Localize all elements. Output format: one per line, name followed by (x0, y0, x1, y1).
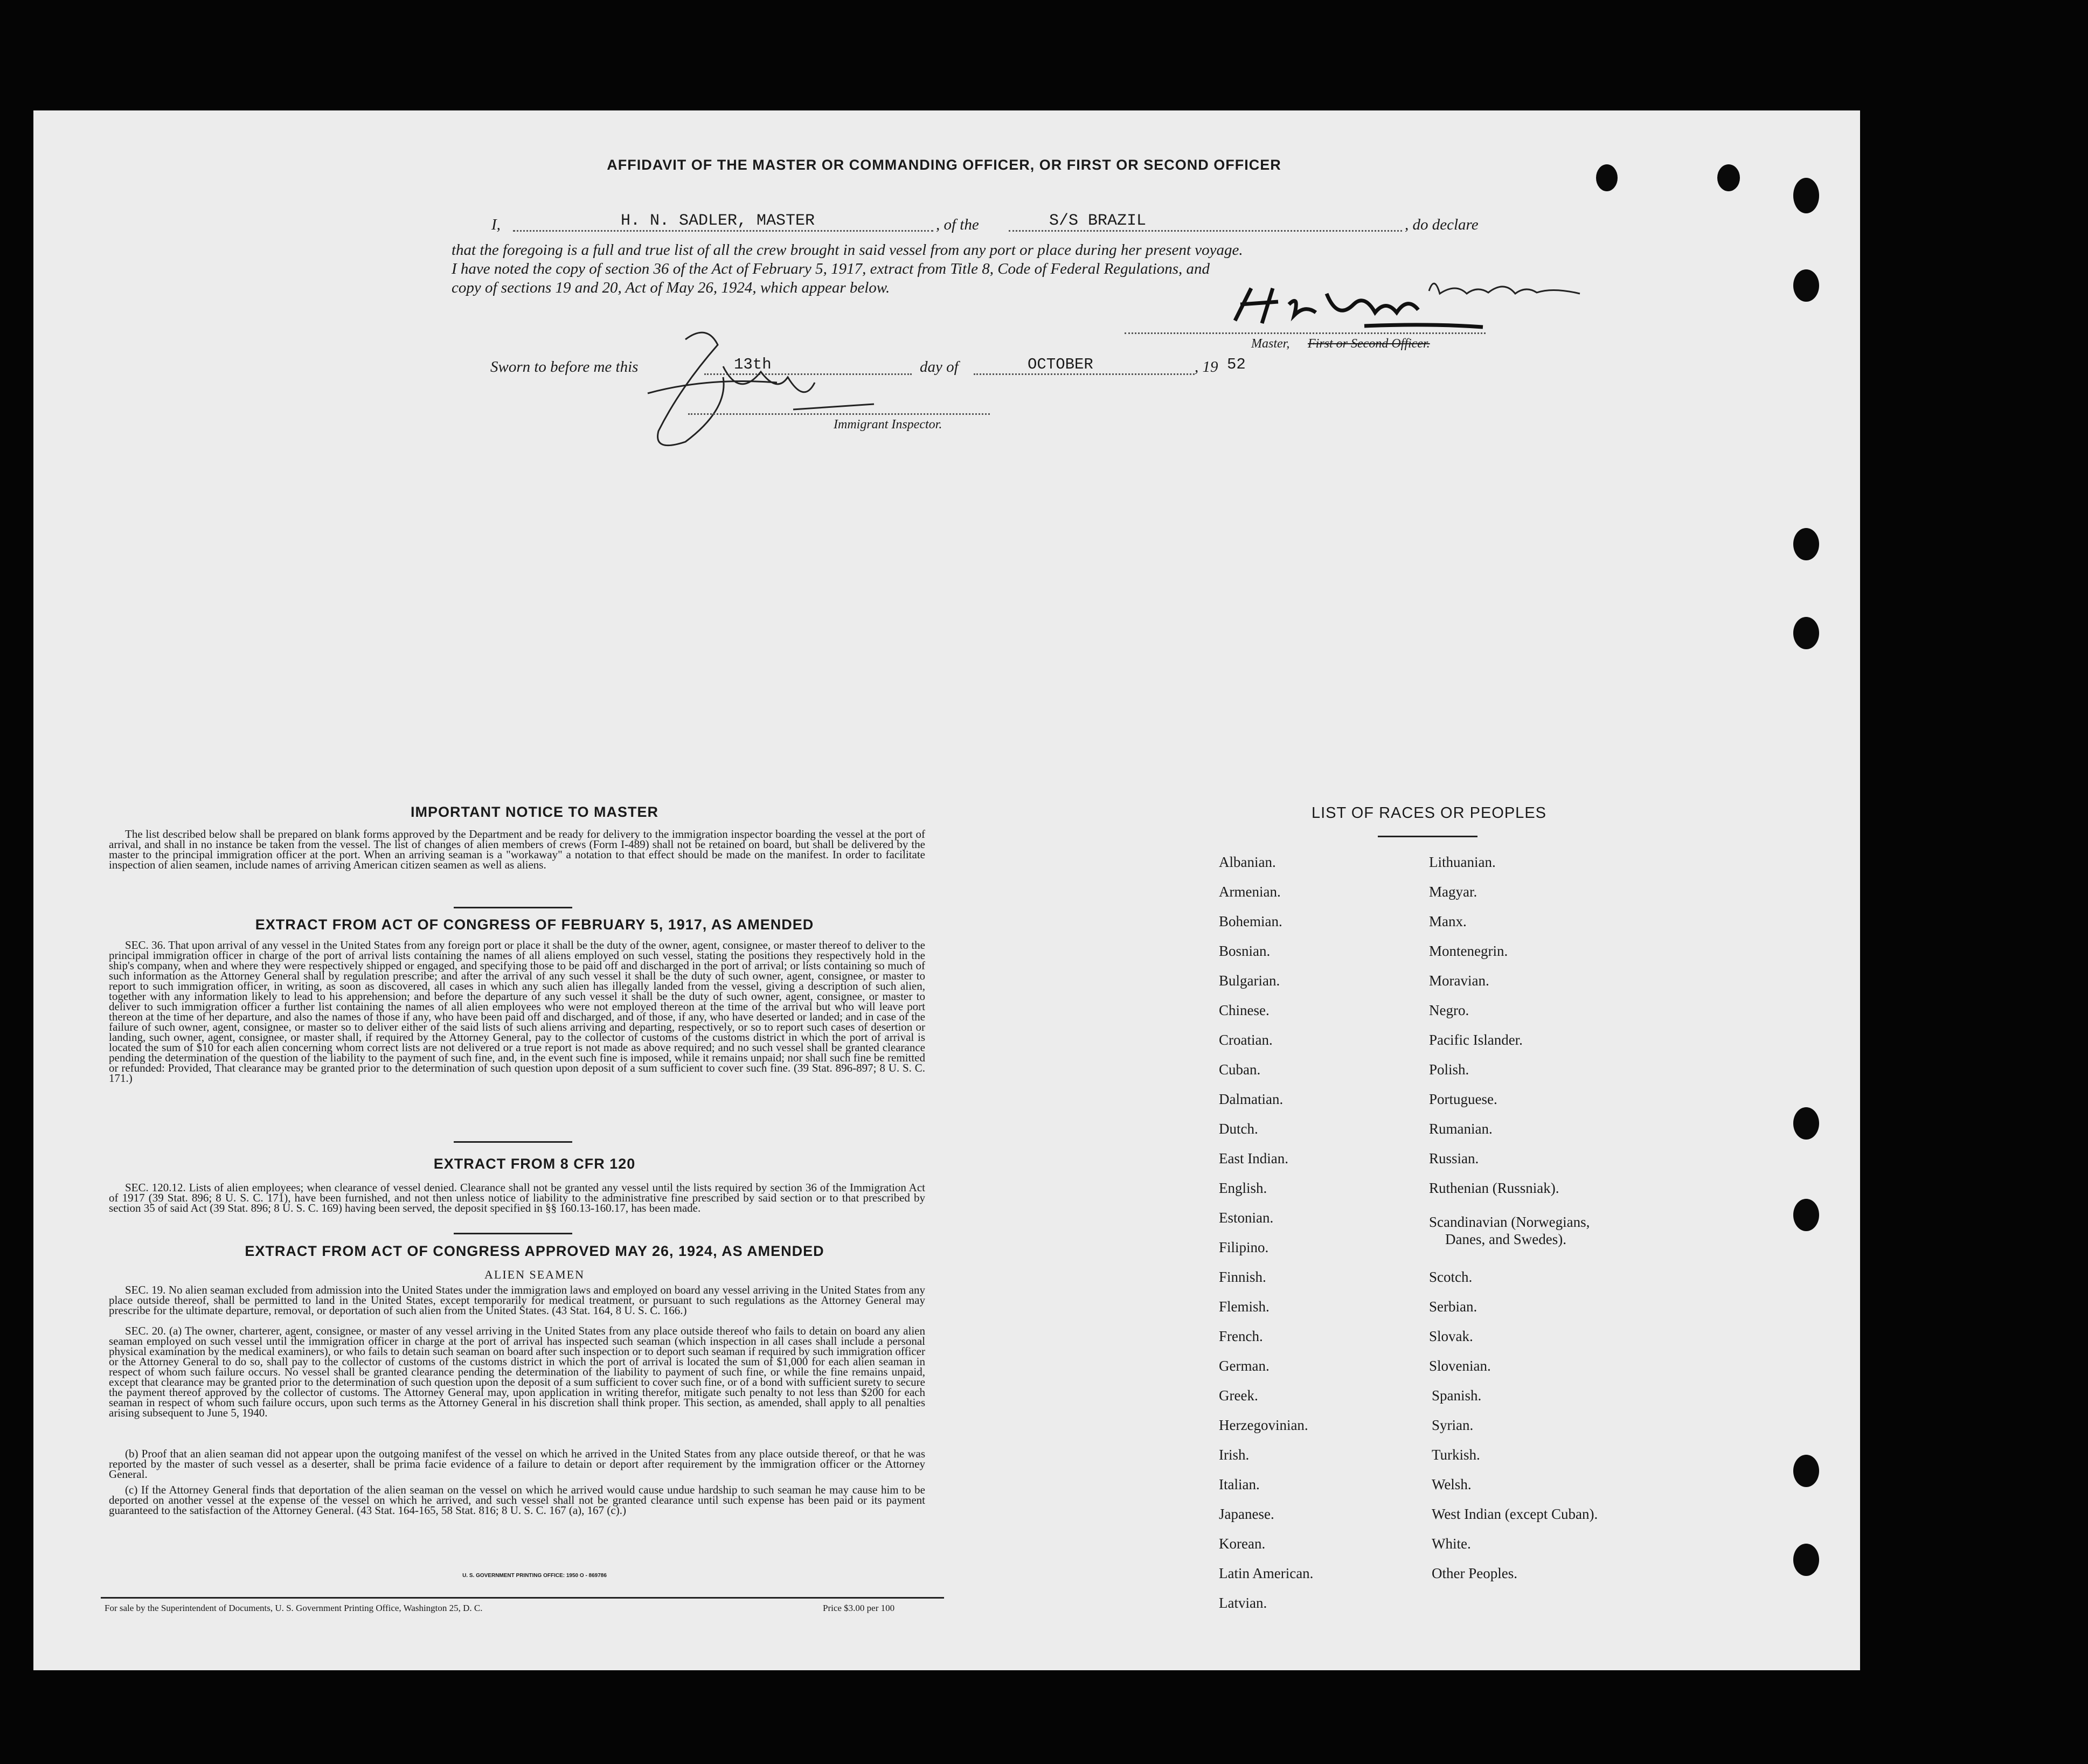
sec-19-text: SEC. 19. No alien seaman excluded from admission into the United States under the immigration laws and employed on board any vessel arriving in the United States from any place outside thereof, shall be permitted to land in the United States, except temporarily for medical treatment, or pursuant to such regulations as the Attorney General may prescribe for the ultimate departure, removal, or deportation of such alien from the United States. (43 Stat. 164, 8 U. S. C. 166.) (109, 1283, 925, 1317)
master-signature-line (1125, 332, 1486, 334)
race-item: Albanian. (1219, 854, 1276, 870)
affidavit-line-2: that the foregoing is a full and true list of all the crew brought in said vessel from any port or place during her present voyage. (452, 241, 1243, 259)
race-item: Spanish. (1432, 1387, 1482, 1404)
race-item: East Indian. (1219, 1150, 1288, 1166)
race-item: Serbian. (1429, 1298, 1477, 1315)
race-item: Portuguese. (1429, 1091, 1497, 1107)
race-item: Finnish. (1219, 1269, 1266, 1285)
race-item: Scandinavian (Norwegians, (1429, 1214, 1590, 1230)
document-page (33, 110, 1860, 1670)
race-item: Bosnian. (1219, 943, 1271, 959)
name-dotted-line (513, 230, 933, 232)
sec-20c-text: (c) If the Attorney General finds that deportation of the alien seaman on the vessel on which he arrived would cause undue hardship to such seaman he may cause him to be deported on another vessel at the expense of the vessel on which he arrived, and such vessel shall not be granted clearance until such expense has been paid or its payment guaranteed to the satisfaction of the Attorney General. (43 Stat. 164-165, 58 Stat. 816; 8 U. S. C. 167 (a), 167 (c).) (109, 1483, 925, 1517)
race-item: Ruthenian (Russniak). (1429, 1180, 1559, 1196)
divider (454, 907, 572, 908)
race-item: Dutch. (1219, 1121, 1258, 1137)
footer-rule (101, 1597, 944, 1599)
race-item: Rumanian. (1429, 1121, 1493, 1137)
vessel-dotted-line (1009, 230, 1402, 232)
race-item: Slovak. (1429, 1328, 1473, 1344)
punch-hole (1596, 164, 1618, 191)
notice-text: The list described below shall be prepared on blank forms approved by the Department and be ready for delivery to the immigration inspector boarding the vessel at the port of arrival, and shall in no instance be taken from the vessel. The list of changes of alien members of crews (Form I-489) shall not be retained on board, but shall be delivered by the master to the principal immigration officer at the port. When an arriving seaman is a "workaway" a notation to that effect should be made on the manifest. In order to facilitate inspection of alien seamen, include names of arriving American citizen seamen as well as aliens. (109, 828, 925, 871)
year-prefix-label: , 19 (1195, 358, 1218, 376)
race-item: Cuban. (1219, 1061, 1261, 1078)
race-item: English. (1219, 1180, 1267, 1196)
race-item: Pacific Islander. (1429, 1032, 1523, 1048)
day-value: 13th (734, 356, 772, 373)
punch-hole (1793, 528, 1819, 560)
race-item: Negro. (1429, 1002, 1469, 1018)
race-item: Italian. (1219, 1476, 1260, 1492)
race-item: Danes, and Swedes). (1445, 1231, 1566, 1247)
punch-hole (1793, 1107, 1819, 1140)
extract-cfr-title: EXTRACT FROM 8 CFR 120 (433, 1156, 636, 1172)
race-item: Russian. (1429, 1150, 1479, 1166)
race-item: Welsh. (1432, 1476, 1472, 1492)
race-item: Polish. (1429, 1061, 1469, 1078)
races-title: LIST OF RACES OR PEOPLES (1311, 804, 1547, 822)
affidavit-line-4: copy of sections 19 and 20, Act of May 26, 1924, which appear below. (452, 279, 890, 296)
race-item: Latin American. (1219, 1565, 1314, 1581)
do-declare-label: , do declare (1405, 216, 1479, 233)
vessel-name-value: S/S BRAZIL (1049, 212, 1147, 230)
inspector-label: Immigrant Inspector. (834, 418, 942, 432)
printing-office-line: U. S. GOVERNMENT PRINTING OFFICE: 1950 O - 869786 (462, 1573, 607, 1579)
race-item: Turkish. (1432, 1447, 1480, 1463)
race-item: Other Peoples. (1432, 1565, 1517, 1581)
race-item: Korean. (1219, 1536, 1266, 1552)
price-text: Price $3.00 per 100 (823, 1603, 895, 1613)
inspector-signature-line (688, 413, 990, 415)
affidavit-title: AFFIDAVIT OF THE MASTER OR COMMANDING OFFICER, OR FIRST OR SECOND OFFICER (607, 157, 1281, 173)
divider (454, 1233, 572, 1234)
race-item: Chinese. (1219, 1002, 1270, 1018)
for-sale-text: For sale by the Superintendent of Documents, U. S. Government Printing Office, Washington 25, D. C. (105, 1603, 483, 1613)
race-item: Montenegrin. (1429, 943, 1508, 959)
punch-hole (1717, 164, 1740, 191)
of-the-label: , of the (936, 216, 979, 233)
sec-20b-text: (b) Proof that an alien seaman did not appear upon the outgoing manifest of the vessel on which he arrived in the United States from any place outside thereof, or that he was reported by the master of such vessel as a deserter, shall be prima facie evidence of a failure to detain or deport after requirement by the immigration officer or the Attorney General. (109, 1447, 925, 1481)
day-of-label: day of (920, 358, 959, 376)
master-name-value: H. N. SADLER, MASTER (621, 212, 815, 230)
race-item: White. (1432, 1536, 1471, 1552)
sec-20a-text: SEC. 20. (a) The owner, charterer, agent, consignee, or master of any vessel arriving in the United States from any place outside thereof who fails to detain on board any alien seaman employed on such vessel until the immigration officer in charge at the port of arrival has inspected such seaman (which inspection in all cases shall include a personal physical examination by the medical examiners), or who fails to detain such seaman on board after such inspection or to deport such seaman if required by such immigration officer or the Attorney General to do so, shall pay to the collector of customs of the customs district in which the port of arrival is located the sum of $1,000 for each alien seaman in respect of whom such failure occurs. No vessel shall be granted clearance pending the determination of the liability to payment of such fine, or while the fine remains unpaid, except that clearance may be granted prior to the determination of such question upon the deposit of a sum sufficient to cover such fine, or of a bond with sufficient surety to secure the payment thereof approved by the collector of customs. The Attorney General may, upon application in writing therefor, mitigate such penalty to not less than $200 for each seaman in respect of whom such failure occurs, upon such terms as the Attorney General in his discretion shall think proper. This section, as amended, shall apply to all penalties arising subsequent to June 5, 1940. (109, 1324, 925, 1419)
race-item: Scotch. (1429, 1269, 1473, 1285)
race-item: Flemish. (1219, 1298, 1270, 1315)
race-item: Croatian. (1219, 1032, 1273, 1048)
race-item: Lithuanian. (1429, 854, 1496, 870)
punch-hole (1793, 269, 1819, 302)
race-item: West Indian (except Cuban). (1432, 1506, 1598, 1522)
affidavit-i: I, (491, 216, 501, 233)
race-item: French. (1219, 1328, 1263, 1344)
punch-hole (1793, 178, 1819, 213)
race-item: Filipino. (1219, 1239, 1269, 1255)
year-value: 52 (1227, 356, 1246, 373)
race-item: Magyar. (1429, 884, 1477, 900)
punch-hole (1793, 1544, 1819, 1576)
notice-title: IMPORTANT NOTICE TO MASTER (411, 804, 658, 820)
race-item: Slovenian. (1429, 1358, 1491, 1374)
race-item: Estonian. (1219, 1210, 1274, 1226)
affidavit-line-3: I have noted the copy of section 36 of the Act of February 5, 1917, extract from Title 8, Code of Federal Regulations, and (452, 260, 1210, 277)
race-item: Dalmatian. (1219, 1091, 1284, 1107)
race-item: Syrian. (1432, 1417, 1474, 1433)
races-divider (1378, 836, 1477, 837)
race-item: Herzegovinian. (1219, 1417, 1308, 1433)
race-item: Manx. (1429, 913, 1467, 929)
race-item: Latvian. (1219, 1595, 1267, 1611)
race-item: Moravian. (1429, 973, 1489, 989)
punch-hole (1793, 1455, 1819, 1487)
divider (454, 1141, 572, 1143)
officer-label-struck: First or Second Officer. (1308, 337, 1430, 351)
month-value: OCTOBER (1028, 356, 1093, 373)
punch-hole (1793, 1199, 1819, 1231)
month-dotted-line (974, 373, 1195, 375)
race-item: Armenian. (1219, 884, 1281, 900)
extract-cfr-text: SEC. 120.12. Lists of alien employees; when clearance of vessel denied. Clearance shall not be granted any vessel until the lists required by section 36 of the Immigration Act of 1917 (39 Stat. 896; 8 U. S. C. 171), have been furnished, and not then unless notice of liability to the administrative fine prescribed by said section or to that prescribed by section 35 of said Act (39 Stat. 896; 8 U. S. C. 169) having been served, the deposit specified in §§ 160.13-160.17, has been made. (109, 1181, 925, 1214)
extract-1924-title: EXTRACT FROM ACT OF CONGRESS APPROVED MAY 26, 1924, AS AMENDED (245, 1243, 824, 1259)
race-item: Irish. (1219, 1447, 1250, 1463)
race-item: Greek. (1219, 1387, 1258, 1404)
punch-hole (1793, 617, 1819, 649)
race-item: Bohemian. (1219, 913, 1282, 929)
alien-seamen-subtitle: ALIEN SEAMEN (484, 1268, 585, 1281)
inspector-signature (599, 323, 901, 458)
extract-1917-title: EXTRACT FROM ACT OF CONGRESS OF FEBRUARY 5, 1917, AS AMENDED (255, 916, 814, 933)
sworn-label: Sworn to before me this (490, 358, 639, 376)
master-signature (1203, 272, 1591, 342)
race-item: German. (1219, 1358, 1270, 1374)
race-item: Bulgarian. (1219, 973, 1280, 989)
extract-1917-text: SEC. 36. That upon arrival of any vessel in the United States from any foreign port or place it shall be the duty of the owner, agent, consignee, or master thereof to deliver to the principal immigration officer in charge of the port of arrival lists containing the names of all aliens employed on such vessel, stating the positions they respectively hold in the ship's company, when and where they were respectively shipped or engaged, and specifying those to be paid off and discharged in the port of arrival; or lists containing so much of such information as the Attorney General shall by regulation prescribe; and after the arrival of any such vessel it shall be the duty of such owner, agent, consignee, or master to report to such immigration officer, in writing, as soon as discovered, all cases in which any such alien has illegally landed from the vessel, giving a description of such alien, together with any information likely to lead to his apprehension; and before the departure of any such vessel it shall be the duty of such owner, agent, consignee, or master to deliver to such immigration officer a further list containing the names of all alien employees who were not employed thereon at the time of the arrival but who will leave port thereon at the time of her departure, and also the names of those if any, who have been paid off and discharged, and of those, if any, who have deserted or landed; and in case of the failure of such owner, agent, consignee, or master so to deliver either of the said lists of such aliens arriving and departing, respectively, or so to report such cases of desertion or landing, such owner, agent, consignee, or master shall, if required by the Attorney General, pay to the collector of customs of the customs district in which the port of arrival is located the sum of $10 for each alien concerning whom correct lists are not delivered or a true report is not made as above required; and no such vessel shall be granted clearance pending the determination of the question of the liability to the payment of such fine, and, in the event such fine is imposed, while it remains unpaid; nor shall such fine be remitted or refunded: Provided, That clearance may be granted prior to the determination of such question upon deposit of a sum sufficient to cover such fine. (39 Stat. 896-897; 8 U. S. C. 171.) (109, 939, 925, 1085)
master-label: Master, (1251, 337, 1290, 351)
race-item: Japanese. (1219, 1506, 1274, 1522)
